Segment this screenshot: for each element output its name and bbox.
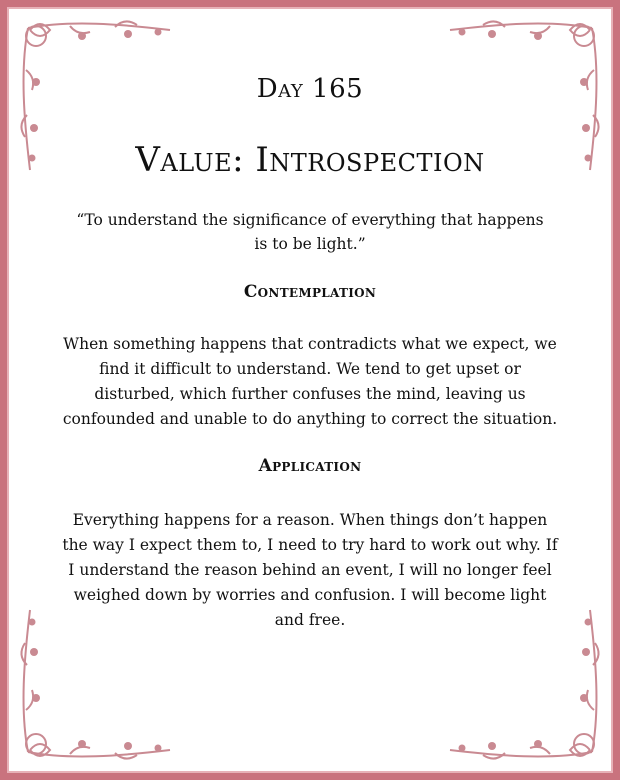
section-heading-contemplation: Contemplation (243, 282, 377, 302)
page-title: Value: Introspection (135, 140, 485, 180)
section-heading-application: Application (258, 456, 362, 476)
section-text-contemplation: When something happens that contradicts what we expect, we find it difficult to understand. We tend to get upset or disturbed, which further confuses the mind, leaving us confounded and unable to do anything to correct the situation. (62, 335, 558, 428)
section-text-application: Everything happens for a reason. When things don’t happen the way I expect them to, I need to try hard to work out why. If I understand the reason behind an event, I will no longer feel weighed down by worries and confusion. I will become light and free. (62, 511, 558, 629)
day-label: Day 165 (256, 74, 364, 104)
quote: “To understand the significance of everything that happens is to be light.” (76, 211, 544, 253)
